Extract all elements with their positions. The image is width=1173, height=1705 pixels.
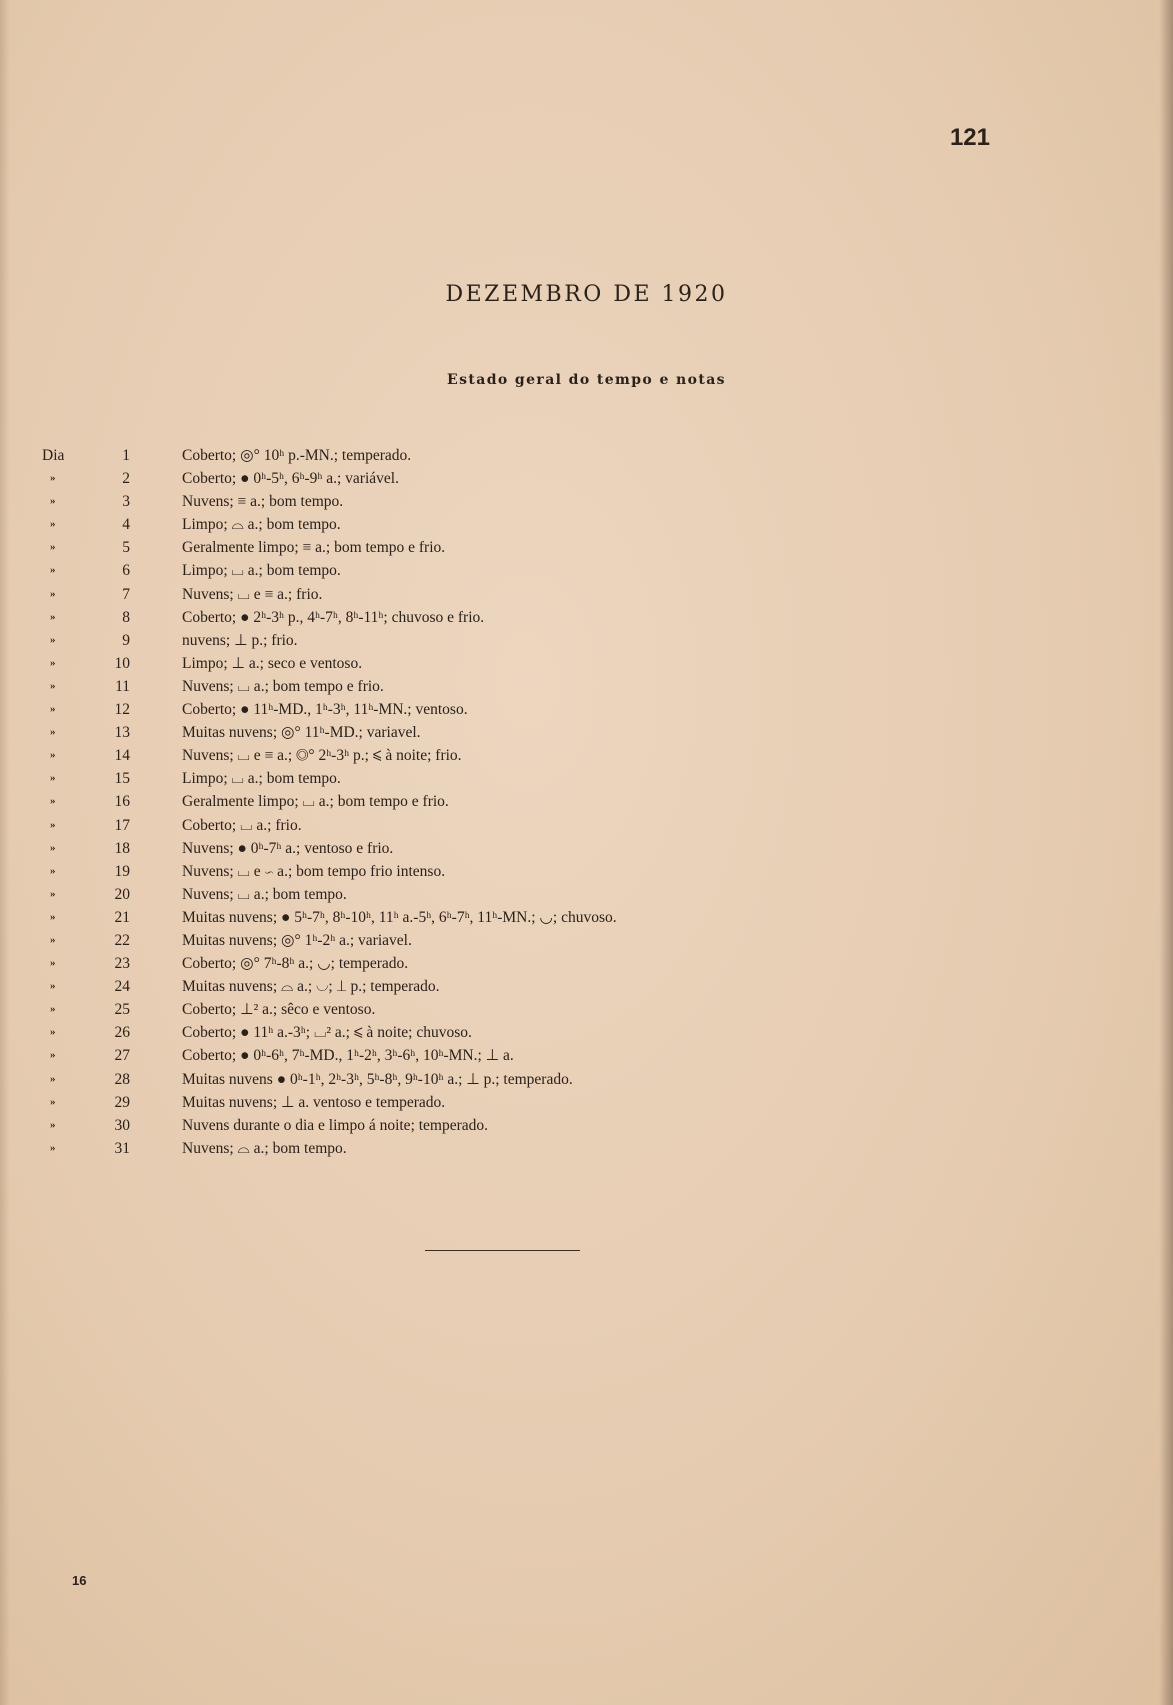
ditto-mark: » [50,656,56,669]
day-row [0,513,1173,536]
day-number: 23 [114,955,130,973]
weather-note: Coberto; ● 0ʰ-5ʰ, 6ʰ-9ʰ a.; variável. [182,470,399,488]
weather-note: Limpo; ⌴ a.; bom tempo. [182,770,341,788]
weather-note: Muitas nuvens; ◎° 1ʰ-2ʰ a.; variavel. [182,931,412,949]
day-number: 29 [114,1093,130,1111]
day-row [0,975,1173,998]
day-number: 22 [114,931,130,949]
ditto-mark: » [50,772,56,785]
ditto-mark: » [50,1049,56,1062]
weather-note: Geralmente limpo; ⌴ a.; bom tempo e frio. [182,793,449,811]
ditto-mark: » [50,841,56,854]
day-number: 20 [114,885,130,903]
ditto-mark: » [50,610,56,623]
weather-note: Coberto; ● 11ʰ-MD., 1ʰ-3ʰ, 11ʰ-MN.; ventoso. [182,701,468,719]
day-row [0,883,1173,906]
day-number: 12 [114,701,130,719]
day-number: 3 [122,493,130,511]
day-row [0,536,1173,559]
day-number: 7 [122,585,130,603]
ditto-mark: » [50,1026,56,1039]
weather-note: Nuvens; ⌴ e ≡ a.; frio. [182,585,323,603]
day-number: 25 [114,1001,130,1019]
day-row [0,1137,1173,1160]
ditto-mark: » [50,703,56,716]
day-number: 17 [114,816,130,834]
ditto-mark: » [50,749,56,762]
day-row [0,675,1173,698]
weather-note: Geralmente limpo; ≡ a.; bom tempo e frio. [182,539,446,557]
ditto-mark: » [50,633,56,646]
day-number: 2 [122,470,130,488]
day-row [0,606,1173,629]
day-row [0,444,1173,467]
day-number: 1 [122,447,130,464]
printer-signature-mark: 16 [72,1573,87,1588]
ditto-mark: » [50,933,56,946]
day-number: 6 [122,562,130,580]
day-row [0,1091,1173,1114]
day-number: 13 [114,724,130,742]
day-number: 11 [115,677,130,695]
ditto-mark: » [50,472,56,485]
weather-note: Coberto; ⌴ a.; frio. [182,816,302,834]
day-row [0,744,1173,767]
weather-note: Muitas nuvens; ◎° 11ʰ-MD.; variavel. [182,724,421,742]
day-number: 16 [114,793,130,811]
ditto-mark: » [50,887,56,900]
day-row [0,1114,1173,1137]
day-number: 4 [122,516,130,534]
weather-note: Coberto; ◎° 7ʰ-8ʰ a.; ◡; temperado. [182,955,409,973]
day-number: 18 [114,839,130,857]
day-number: 30 [114,1116,130,1134]
day-row [0,652,1173,675]
day-row [0,698,1173,721]
day-row [0,721,1173,744]
section-subtitle: Estado geral do tempo e notas [447,372,726,388]
day-row [0,860,1173,883]
day-row [0,490,1173,513]
day-number: 27 [114,1047,130,1065]
closing-rule [425,1250,580,1251]
day-row [0,583,1173,606]
day-row [0,767,1173,790]
ditto-mark: » [50,679,56,692]
day-row [0,467,1173,490]
weather-note: Muitas nuvens ● 0ʰ-1ʰ, 2ʰ-3ʰ, 5ʰ-8ʰ, 9ʰ-10ʰ a.; ⊥ p.; temperado. [182,1070,573,1088]
day-row [0,559,1173,582]
ditto-mark: » [50,818,56,831]
ditto-mark: » [50,518,56,531]
page-title: DEZEMBRO DE 1920 [445,282,728,307]
day-row [0,837,1173,860]
weather-note: Coberto; ◎° 10ʰ p.-MN.; temperado. [182,447,412,464]
day-number: 21 [114,908,130,926]
weather-note: Coberto; ● 0ʰ-6ʰ, 7ʰ-MD., 1ʰ-2ʰ, 3ʰ-6ʰ, 10ʰ-MN.; ⊥ a. [182,1047,514,1065]
weather-note: Limpo; ⊥ a.; seco e ventoso. [182,654,363,672]
day-number: 26 [114,1024,130,1042]
day-number: 5 [122,539,130,557]
weather-note: Nuvens durante o dia e limpo á noite; temperado. [182,1116,489,1134]
day-number: 31 [114,1139,130,1157]
day-row [0,1044,1173,1067]
weather-note: Nuvens; ⌴ a.; bom tempo. [182,885,347,903]
day-number: 24 [114,978,130,996]
day-number: 14 [114,747,130,765]
weather-note: nuvens; ⊥ p.; frio. [182,631,298,649]
ditto-mark: » [50,1095,56,1108]
ditto-mark: » [50,564,56,577]
weather-note: Nuvens; ⌓ a.; bom tempo. [182,1139,347,1157]
day-row [0,906,1173,929]
day-number: 15 [114,770,130,788]
day-row [0,998,1173,1021]
day-number: 8 [122,608,130,626]
weather-note: Coberto; ● 11ʰ a.-3ʰ; ⌴² a.; ⩽ à noite; chuvoso. [182,1024,472,1042]
ditto-mark: » [50,957,56,970]
weather-note: Coberto; ● 2ʰ-3ʰ p., 4ʰ-7ʰ, 8ʰ-11ʰ; chuvoso e frio. [182,608,485,626]
day-number: 9 [122,631,130,649]
weather-note: Muitas nuvens; ● 5ʰ-7ʰ, 8ʰ-10ʰ, 11ʰ a.-5ʰ, 6ʰ-7ʰ, 11ʰ-MN.; ◡; chuvoso. [182,908,617,926]
weather-note: Nuvens; ⌴ a.; bom tempo e frio. [182,677,384,695]
ditto-mark: » [50,1072,56,1085]
ditto-mark: » [50,1118,56,1131]
ditto-mark: » [50,726,56,739]
ditto-mark: » [50,495,56,508]
day-row [0,814,1173,837]
ditto-mark: » [50,980,56,993]
day-row [0,629,1173,652]
day-column-label: Dia [42,447,65,464]
weather-notes-list [0,444,1173,1160]
ditto-mark: » [50,1003,56,1016]
day-row [0,1068,1173,1091]
weather-note: Coberto; ⊥² a.; sêco e ventoso. [182,1001,376,1019]
day-number: 19 [114,862,130,880]
weather-note: Limpo; ⌓ a.; bom tempo. [182,516,341,534]
day-row [0,929,1173,952]
day-row [0,790,1173,813]
page-number: 121 [949,124,990,151]
weather-note: Nuvens; ⌴ e ∽ a.; bom tempo frio intenso. [182,862,446,880]
ditto-mark: » [50,795,56,808]
day-row [0,952,1173,975]
weather-note: Nuvens; ● 0ʰ-7ʰ a.; ventoso e frio. [182,839,394,857]
day-number: 10 [114,654,130,672]
ditto-mark: » [50,864,56,877]
weather-note: Nuvens; ⌴ e ≡ a.; ◎° 2ʰ-3ʰ p.; ⩽ à noite; frio. [182,747,462,765]
weather-note: Limpo; ⌴ a.; bom tempo. [182,562,341,580]
ditto-mark: » [50,910,56,923]
day-number: 28 [114,1070,130,1088]
weather-note: Nuvens; ≡ a.; bom tempo. [182,493,344,511]
weather-note: Muitas nuvens; ⌓ a.; ◡; ⊥ p.; temperado. [182,978,440,996]
ditto-mark: » [50,541,56,554]
ditto-mark: » [50,587,56,600]
weather-note: Muitas nuvens; ⊥ a. ventoso e temperado. [182,1093,446,1111]
day-row [0,1021,1173,1044]
ditto-mark: » [50,1141,56,1154]
